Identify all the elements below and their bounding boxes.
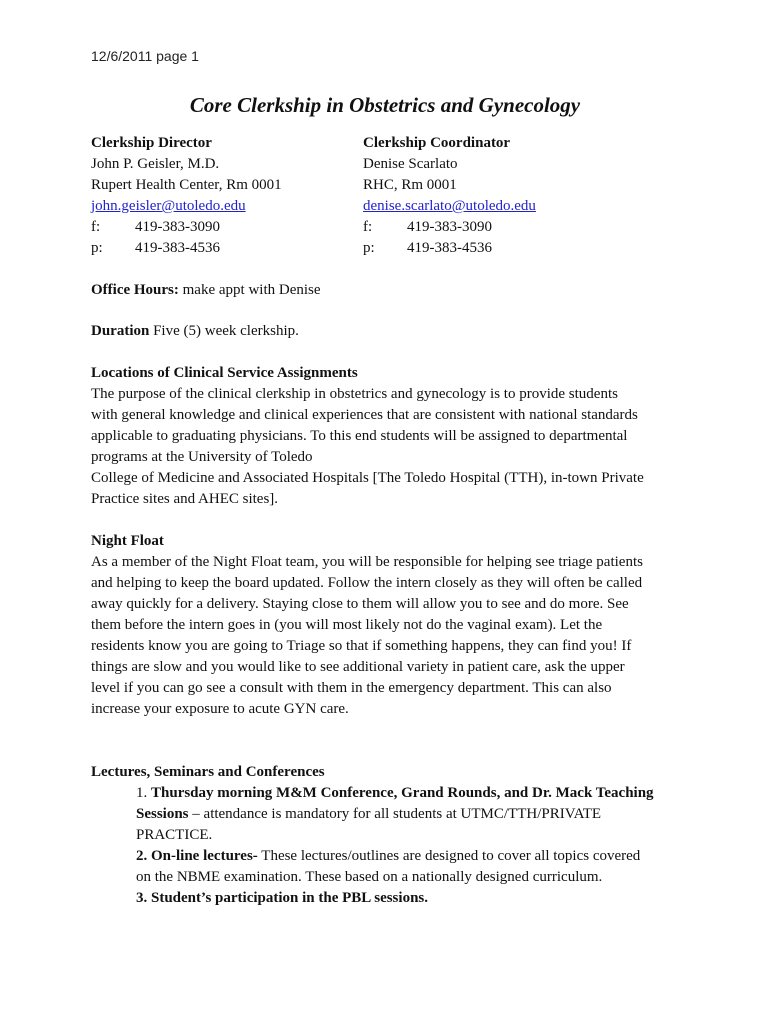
night-float-line: level if you can go see a consult with them in the emergency department. This can also — [91, 680, 612, 696]
night-float-line: things are slow and you would like to see additional variety in patient care, ask the upper — [91, 659, 625, 675]
night-float-line: them before the intern goes in (you will most likely not do the vaginal exam). Let the — [91, 617, 603, 633]
locations-heading: Locations of Clinical Service Assignments — [91, 365, 358, 381]
coordinator-phone-number: 419-383-4536 — [407, 240, 492, 256]
lectures-item-1-title-end: Sessions — [136, 806, 189, 822]
lectures-item-2-text: These lectures/outlines are designed to cover all topics covered — [257, 848, 641, 864]
office-hours-text: make appt with Denise — [178, 282, 321, 298]
night-float-line: away quickly for a delivery. Staying close to them will allow you to see and do more. See — [91, 596, 629, 612]
night-float-line: residents know you are going to Triage so that if something happens, they can find you! If — [91, 638, 632, 654]
coordinator-name: Denise Scarlato — [363, 156, 458, 172]
coordinator-fax — [363, 217, 536, 238]
night-float-line: As a member of the Night Float team, you will be responsible for helping see triage patients — [91, 554, 643, 570]
lectures-item-1-title: Thursday morning M&M Conference, Grand Rounds, and Dr. Mack Teaching — [151, 785, 654, 801]
night-float-heading: Night Float — [91, 533, 164, 549]
coordinator-block — [363, 133, 536, 259]
night-float-line: and helping to keep the board updated. Follow the intern closely as they will often be called — [91, 575, 643, 591]
locations-section — [91, 363, 711, 510]
locations-line: applicable to graduating physicians. To this end students will be assigned to departmental — [91, 428, 628, 444]
night-float-line: increase your exposure to acute GYN care. — [91, 701, 349, 717]
director-location: Rupert Health Center, Rm 0001 — [91, 177, 282, 193]
director-fax — [91, 217, 282, 238]
lectures-item-1-cont — [91, 804, 711, 825]
night-float-section — [91, 531, 711, 720]
duration — [91, 321, 711, 342]
director-email-link[interactable]: john.geisler@utoledo.edu — [91, 198, 246, 214]
coordinator-heading: Clerkship Coordinator — [363, 135, 511, 151]
page-title: Core Clerkship in Obstetrics and Gynecology — [189, 93, 581, 117]
coordinator-phone — [363, 238, 536, 259]
director-fax-number: 419-383-3090 — [135, 219, 220, 235]
director-phone-number: 419-383-4536 — [135, 240, 220, 256]
lectures-heading: Lectures, Seminars and Conferences — [91, 764, 325, 780]
director-block — [91, 133, 282, 259]
lectures-item-1 — [91, 783, 711, 804]
duration-label: Duration — [91, 323, 150, 339]
coordinator-phone-label: p: — [363, 240, 375, 256]
coordinator-fax-number: 419-383-3090 — [407, 219, 492, 235]
lectures-section — [91, 762, 711, 909]
duration-text: Five (5) week clerkship. — [149, 323, 299, 339]
coordinator-location: RHC, Rm 0001 — [363, 177, 457, 193]
director-phone — [91, 238, 282, 259]
office-hours-label: Office Hours: — [91, 282, 179, 298]
director-phone-label: p: — [91, 240, 103, 256]
lectures-item-1-text-end: PRACTICE. — [136, 827, 213, 843]
coordinator-fax-label: f: — [363, 219, 373, 235]
locations-line: College of Medicine and Associated Hospitals [The Toledo Hospital (TTH), in-town Private — [91, 470, 644, 486]
lectures-item-3: 3. Student’s participation in the PBL sessions. — [136, 890, 428, 906]
lectures-item-2-text-end: on the NBME examination. These based on a nationally designed curriculum. — [136, 869, 603, 885]
lectures-item-2-title: 2. On-line lectures- — [136, 848, 258, 864]
director-fax-label: f: — [91, 219, 101, 235]
locations-line: programs at the University of Toledo — [91, 449, 313, 465]
lectures-item-1-number: 1. — [136, 785, 151, 801]
locations-line: Practice sites and AHEC sites]. — [91, 491, 279, 507]
lectures-item-1-text: – attendance is mandatory for all students at UTMC/TTH/PRIVATE — [188, 806, 602, 822]
lectures-item-2 — [91, 846, 711, 867]
locations-line: with general knowledge and clinical experiences that are consistent with national standards — [91, 407, 638, 423]
coordinator-email-link[interactable]: denise.scarlato@utoledo.edu — [363, 198, 536, 214]
locations-line: The purpose of the clinical clerkship in obstetrics and gynecology is to provide students — [91, 386, 618, 402]
office-hours — [91, 280, 711, 301]
page-header: 12/6/2011 page 1 — [91, 48, 199, 64]
director-name: John P. Geisler, M.D. — [91, 156, 220, 172]
director-heading: Clerkship Director — [91, 135, 212, 151]
